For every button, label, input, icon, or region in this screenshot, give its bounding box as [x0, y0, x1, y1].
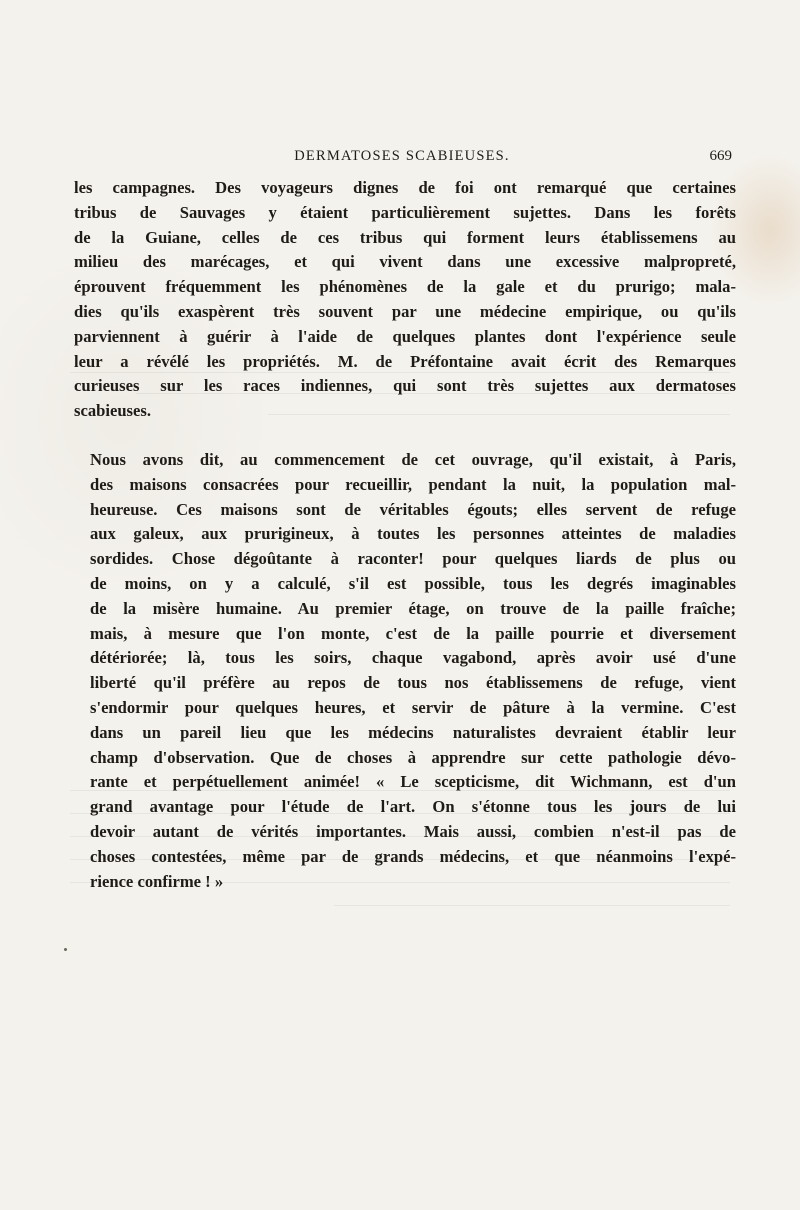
text-line: détériorée; là, tous les soirs, chaque vagabond, après avoir usé d'une — [90, 648, 736, 668]
text-line: de la Guiane, celles de ces tribus qui forment leurs établissemens au — [74, 227, 736, 247]
ink-speck — [64, 948, 67, 951]
text-line: s'endormir pour quelques heures, et servir de pâture à la vermine. C'est — [90, 697, 736, 717]
text-line: curieuses sur les races indiennes, qui sont très sujettes aux dermatoses — [74, 376, 736, 396]
text-line: milieu des marécages, et qui vivent dans une excessive malpropreté, — [74, 252, 736, 272]
text-line: dies qu'ils exaspèrent très souvent par une médecine empirique, ou qu'ils — [74, 301, 736, 321]
paragraph-2 — [74, 448, 736, 894]
paragraph-1 — [74, 176, 736, 424]
page-number: 669 — [709, 148, 732, 164]
text-line: rience confirme ! » — [90, 871, 224, 891]
text-line: rante et perpétuellement animée! « Le scepticisme, dit Wichmann, est d'un — [90, 772, 736, 792]
text-line: des maisons consacrées pour recueillir, pendant la nuit, la population mal- — [90, 474, 736, 494]
text-line: devoir autant de vérités importantes. Mais aussi, combien n'est-il pas de — [90, 821, 736, 841]
running-title: DERMATOSES SCABIEUSES. — [294, 148, 510, 164]
text-line: de la misère humaine. Au premier étage, on trouve de la paille fraîche; — [90, 598, 736, 618]
text-line: choses contestées, même par de grands médecins, et que néanmoins l'expé- — [90, 846, 736, 866]
text-line: champ d'observation. Que de choses à apprendre sur cette pathologie dévo- — [90, 747, 736, 767]
text-line: liberté qu'il préfère au repos de tous nos établissemens de refuge, vient — [90, 673, 736, 693]
text-line: dans un pareil lieu que les médecins naturalistes devraient établir leur — [90, 722, 736, 742]
text-line: heureuse. Ces maisons sont de véritables égouts; elles servent de refuge — [90, 499, 736, 519]
text-line: sordides. Chose dégoûtante à raconter! pour quelques liards de plus ou — [90, 549, 736, 569]
text-line: mais, à mesure que l'on monte, c'est de la paille pourrie et diversement — [90, 623, 736, 643]
text-line: tribus de Sauvages y étaient particulièrement sujettes. Dans les forêts — [74, 202, 736, 222]
text-line: les campagnes. Des voyageurs dignes de foi ont remarqué que certaines — [74, 178, 736, 197]
text-line: grand avantage pour l'étude de l'art. On s'étonne tous les jours de lui — [90, 797, 736, 817]
text-line: Nous avons dit, au commencement de cet ouvrage, qu'il existait, à Paris, — [90, 449, 736, 469]
body-text — [74, 176, 736, 894]
text-line: aux galeux, aux prurigineux, à toutes les personnes atteintes de maladies — [90, 524, 736, 544]
text-line: leur a révélé les propriétés. M. de Préfontaine avait écrit des Remarques — [74, 351, 736, 371]
text-line: éprouvent fréquemment les phénomènes de la gale et du prurigo; mala- — [74, 277, 736, 297]
running-header — [70, 148, 734, 170]
text-line: de moins, on y a calculé, s'il est possible, tous les degrés imaginables — [90, 573, 736, 593]
text-line: scabieuses. — [74, 401, 151, 421]
text-line: parviennent à guérir à l'aide de quelques plantes dont l'expérience seule — [74, 326, 736, 346]
